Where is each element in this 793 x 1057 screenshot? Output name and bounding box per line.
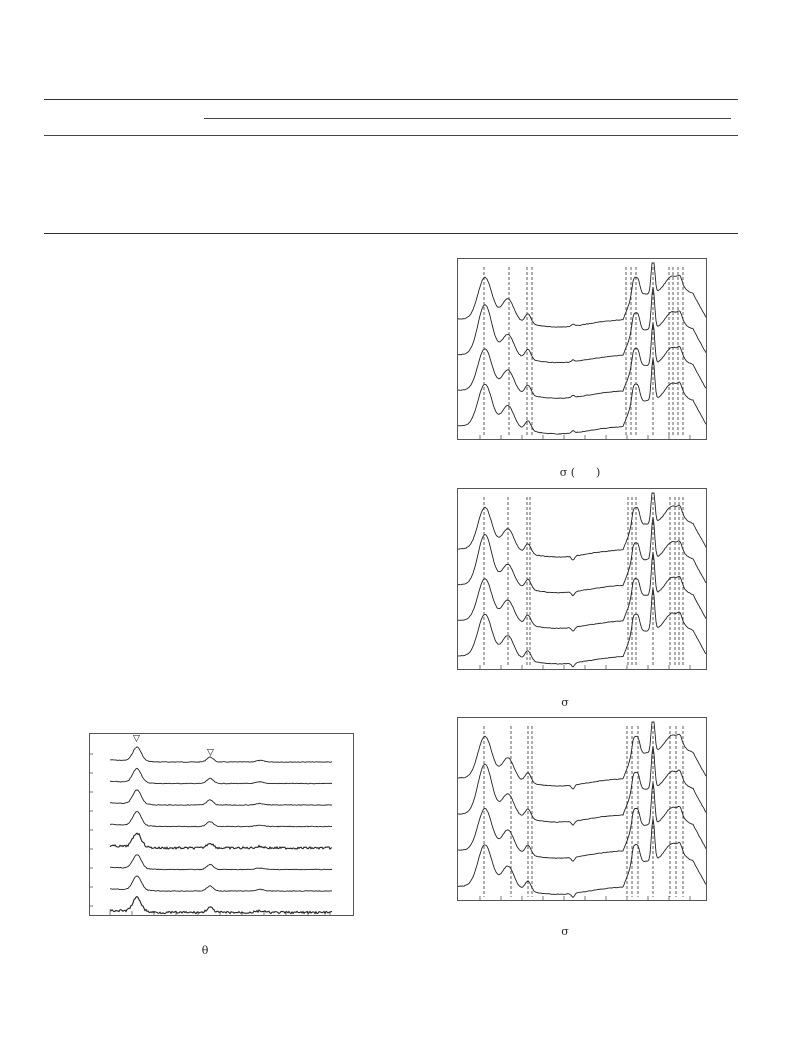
ir-chart-bottom xyxy=(457,717,707,901)
xrd-series-line xyxy=(110,876,332,891)
xrd-series-line xyxy=(110,790,332,805)
table-bottom-rule xyxy=(44,233,738,234)
xrd-peak-marker: ▽ xyxy=(133,734,140,744)
ir-chart-top xyxy=(457,258,707,440)
xrd-xlabel: θ xyxy=(201,944,209,957)
ir-spectrum-line xyxy=(458,746,706,825)
xrd-chart xyxy=(89,733,354,916)
xrd-series-line xyxy=(110,897,332,914)
table-header-rule xyxy=(44,135,738,136)
ir-spectrum-line xyxy=(458,493,706,560)
ir-chart-middle xyxy=(457,488,707,670)
ir-mid-xlabel: σ xyxy=(561,696,569,709)
ir-spectrum-line xyxy=(458,588,706,667)
xrd-peak-marker: ▽ xyxy=(207,748,214,758)
xrd-series-line xyxy=(110,833,332,849)
table-top-rule xyxy=(44,99,738,100)
ir-bot-xlabel: σ xyxy=(561,925,569,938)
ir-spectrum-line xyxy=(458,819,706,898)
xrd-series-line xyxy=(110,855,332,870)
xrd-series-line xyxy=(110,812,332,827)
ir-spectrum-line xyxy=(458,517,706,596)
ir-spectrum-line xyxy=(458,552,706,631)
table-column-group-rule xyxy=(204,118,731,119)
xrd-series-line xyxy=(110,747,332,763)
ir-top-xlabel: σ ( ) xyxy=(559,466,601,479)
ir-spectrum-line xyxy=(458,722,706,789)
xrd-series-line xyxy=(110,768,332,784)
